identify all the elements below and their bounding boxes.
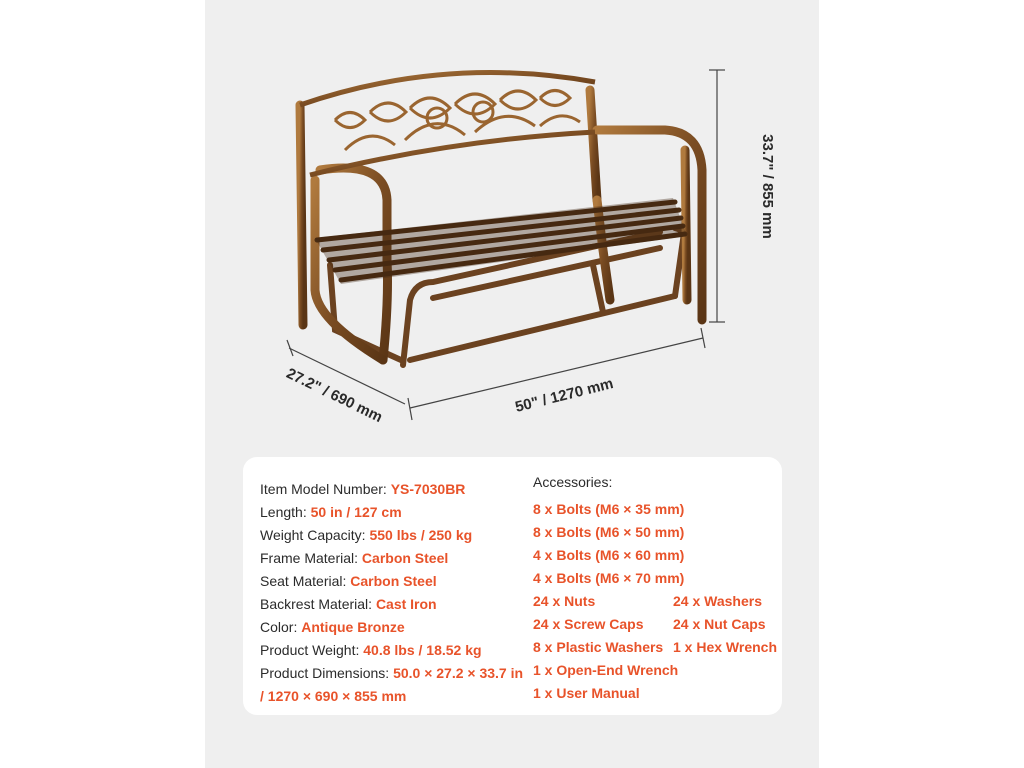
- spec-card: [243, 457, 782, 715]
- accessory-item: 4 x Bolts (M6 × 70 mm): [533, 570, 685, 586]
- seat-shadow: [315, 198, 687, 284]
- product-figure: [205, 0, 819, 450]
- spec-label: Weight Capacity:: [260, 527, 370, 543]
- accessory-item: 4 x Bolts (M6 × 60 mm): [533, 547, 685, 563]
- accessory-item: 1 x Open-End Wrench: [533, 662, 679, 678]
- accessory-item: 1 x Hex Wrench: [673, 639, 778, 655]
- spec-row-model: [260, 478, 525, 501]
- accessories-title: Accessories:: [533, 474, 613, 490]
- accessory-item: 24 x Screw Caps: [533, 616, 644, 632]
- accessory-item: 24 x Nuts: [533, 593, 596, 609]
- spec-label: Seat Material:: [260, 573, 351, 589]
- accessory-item: 8 x Bolts (M6 × 50 mm): [533, 524, 685, 540]
- height-dimension-label: 33.7" / 855 mm: [758, 134, 776, 239]
- spec-value: 50.0 × 27.2 × 33.7 in: [393, 665, 524, 681]
- length-dimension-label: 50" / 1270 mm: [513, 375, 616, 416]
- spec-row-color: [260, 616, 525, 639]
- accessory-item: 1 x User Manual: [533, 685, 640, 701]
- spec-value: 40.8 lbs / 18.52 kg: [363, 642, 482, 658]
- spec-value: Antique Bronze: [301, 619, 405, 635]
- spec-label: Product Weight:: [260, 642, 364, 658]
- spec-label: Length:: [260, 504, 311, 520]
- spec-label: Product Dimensions:: [260, 665, 394, 681]
- spec-value: Cast Iron: [375, 596, 437, 612]
- spec-row-weight-capacity: [260, 524, 525, 547]
- spec-label: Item Model Number:: [260, 481, 391, 497]
- spec-row-product-dimensions: [260, 662, 525, 685]
- spec-label: Frame Material:: [260, 550, 362, 566]
- spec-value: / 1270 × 690 × 855 mm: [260, 688, 407, 704]
- product-panel: [205, 0, 819, 768]
- spec-value: Carbon Steel: [361, 550, 449, 566]
- accessory-item: 8 x Bolts (M6 × 35 mm): [533, 501, 685, 517]
- spec-value: YS-7030BR: [390, 481, 466, 497]
- spec-list: [260, 478, 525, 708]
- spec-row-product-weight: [260, 639, 525, 662]
- accessory-item: 24 x Nut Caps: [673, 616, 766, 632]
- accessories-list: [533, 471, 778, 705]
- spec-value: Carbon Steel: [350, 573, 437, 589]
- accessory-item: 24 x Washers: [673, 593, 762, 609]
- depth-dimension-label: 27.2" / 690 mm: [283, 364, 386, 427]
- spec-label: Backrest Material:: [260, 596, 376, 612]
- spec-row-backrest-material: [260, 593, 525, 616]
- spec-value: 550 lbs / 250 kg: [369, 527, 473, 543]
- accessories-grid: [533, 498, 778, 705]
- spec-row-length: [260, 501, 525, 524]
- accessory-item: 8 x Plastic Washers: [533, 639, 664, 655]
- spec-row-seat-material: [260, 570, 525, 593]
- spec-row-product-dimensions-metric: [260, 685, 525, 708]
- backrest-scrollwork: [335, 91, 580, 151]
- spec-row-frame-material: [260, 547, 525, 570]
- spec-label: Color:: [260, 619, 302, 635]
- spec-value: 50 in / 127 cm: [310, 504, 402, 520]
